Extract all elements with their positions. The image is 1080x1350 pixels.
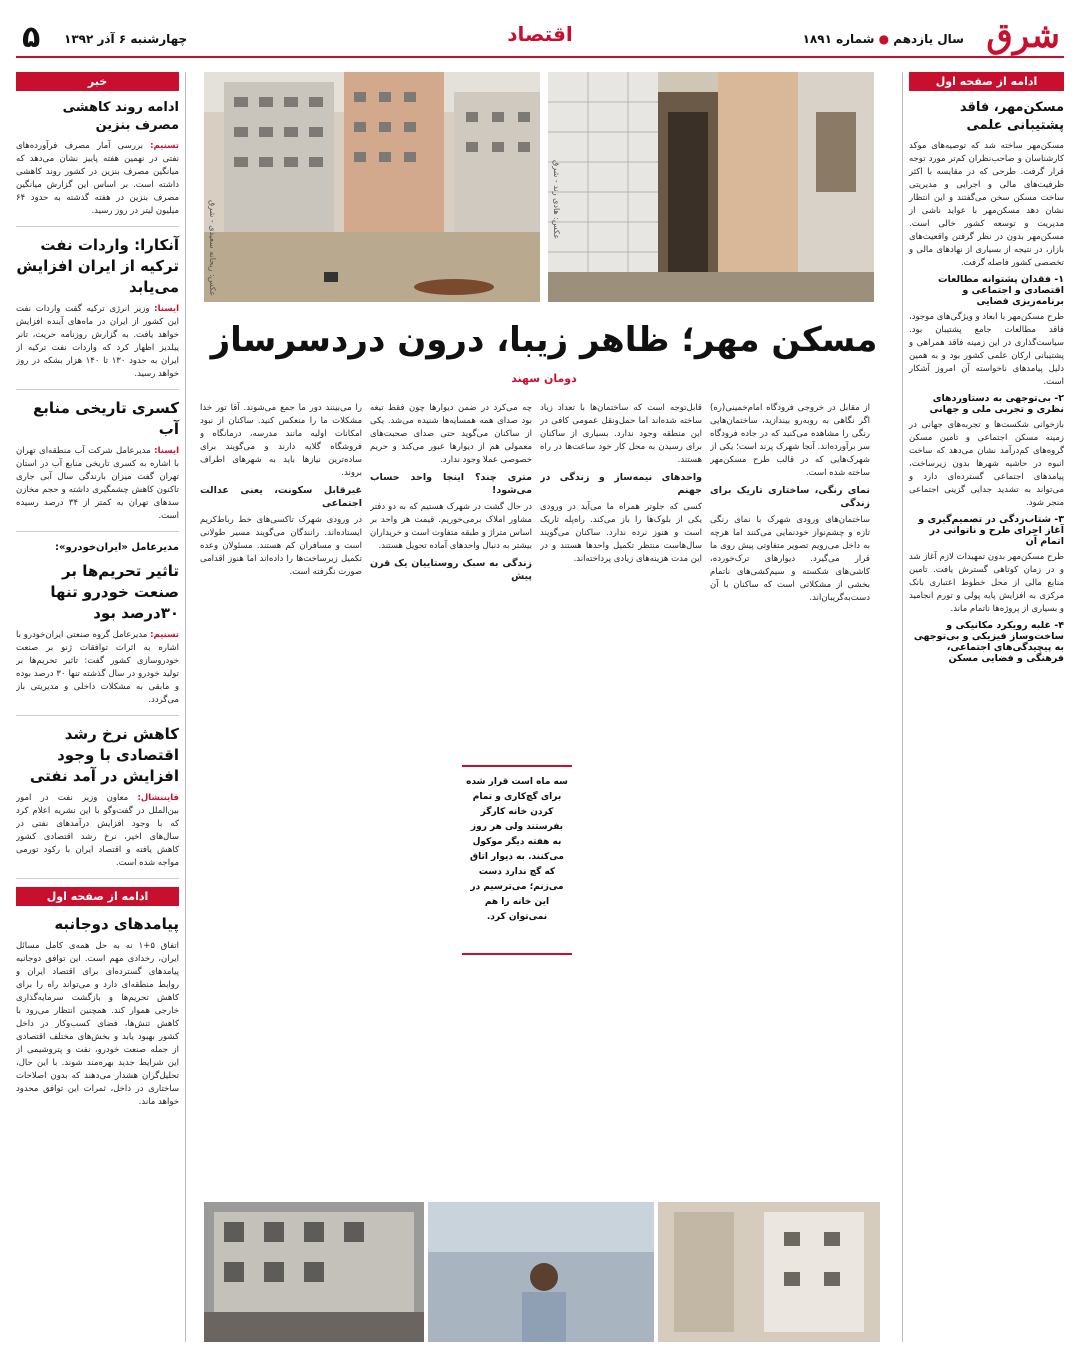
date-label: چهارشنبه ۶ آذر ۱۳۹۲ bbox=[64, 32, 188, 46]
interior-photo-illustration bbox=[548, 72, 874, 302]
news-3-source: ایسنا: bbox=[154, 446, 179, 456]
issue-info bbox=[803, 32, 964, 46]
news-2-source: ایسنا: bbox=[154, 304, 179, 314]
section-title: اقتصاد bbox=[507, 22, 573, 46]
news-1-source: تسنیم: bbox=[150, 141, 180, 151]
news-6-title: پیامدهای دوجانبه bbox=[54, 915, 179, 933]
divider bbox=[16, 878, 179, 879]
continued-kicker-2: ادامه از صفحه اول bbox=[16, 887, 179, 906]
right-sub-2: ۲- بی‌توجهی به دستاوردهای نظری و تجربی ملی و جهانی bbox=[929, 393, 1064, 415]
article-col2-text: قابل‌توجه است که ساختمان‌ها با تعداد زیاد ساخته شده‌اند اما حمل‌ونقل عمومی کافی در این منطقه وجود ندارد. بسیاری از ساکنان برای رسیدن به محل کار خود ساعت‌ها در راه هستند. bbox=[540, 403, 702, 465]
photo-buildings-exterior bbox=[204, 72, 540, 302]
newspaper-logo: شرق bbox=[986, 16, 1060, 56]
article-col4-text: را می‌بینند دور ما جمع می‌شوند. آقا تور خدا مشکلات ما را منعکس کنید. ساکنان از نبود امکانات اولیه مانند مدرسه، درمانگاه و فروشگاه گلایه دارند و می‌گویند برای ساده‌ترین نیازها باید به شهرهای اطراف بروند. bbox=[200, 403, 362, 478]
right-paragraph-1: طرح مسکن‌مهر با ابعاد و ویژگی‌های موجود، فاقد مطالعات جامع پشتیبان بود. سیاست‌گذاری در این زمینه فاقد همراهی و پشتیبانی ارکان علمی کشور بود و به همین دلیل پیامدهای ناخواسته آن امروز آشکار است. bbox=[908, 312, 1064, 387]
issue-number: شماره ۱۸۹۱ bbox=[802, 32, 875, 46]
divider bbox=[16, 389, 179, 390]
masthead bbox=[16, 18, 1064, 58]
right-sub-3: ۳- شتاب‌زدگی در تصمیم‌گیری و آغاز اجرای طرح و ناتوانی در اتمام آن bbox=[918, 514, 1064, 547]
article-col4-subhead: غیرقابل سکونت، یعنی عدالت اجتماعی bbox=[200, 485, 362, 509]
article-col3-text: چه می‌کرد در ضمن دیوارها چون فقط تیغه بود صدای همه همسایه‌ها شنیده می‌شد. یکی از ساکنان می‌گوید حتی صدای صحبت‌های معمولی هم از دیوارها عبور می‌کند و حریم خصوصی عملا وجود ندارد. bbox=[370, 403, 532, 465]
article-col1-subhead: نمای رنگی، ساختاری تاریک برای زندگی bbox=[710, 485, 870, 509]
news-4-title: تاثیر تحریم‌ها بر صنعت خودرو تنها ۳۰درصد بود bbox=[50, 562, 179, 622]
photo-bottom-strip bbox=[204, 1202, 880, 1342]
article-col1-text-2: ساختمان‌های ورودی شهرک با نمای رنگی تازه و چشم‌نواز خودنمایی می‌کنند اما هرچه به داخل می‌رویم تصویر متفاوتی پیش روی ما قرار می‌گیرد. دیوارهای ترک‌خورده، کاشی‌های شکسته و سیم‌کشی‌های ناتمام بخشی از مشکلاتی است که ساکنان با آن دست‌به‌گریبان‌اند. bbox=[710, 515, 870, 603]
right-sub-1: ۱- فقدان پشتوانه مطالعات اقتصادی و اجتماعی و برنامه‌ریزی فضایی bbox=[938, 274, 1064, 307]
news-4-text: مدیرعامل گروه صنعتی ایران‌خودرو با اشاره به اثرات توافقات ژنو بر صنعت خودروسازی کشور گفت: تاثیر تحریم‌ها بر تولید خودرو در سال گذشته تنها ۳۰ درصد بوده و مابقی به مشکلات داخلی و مدیریتی باز می‌گردد. bbox=[16, 630, 179, 705]
right-headline: مسکن‌مهر، فاقد پشتیبانی علمی bbox=[959, 100, 1064, 133]
news-6-body: اتفاق ۵+۱ نه به حل همه‌ی کامل مسائل ایران، رخدادی مهم است. این توافق دوجانبه پیامدهای گسترده‌ای برای اقتصاد ایران و روابط منطقه‌ای دارد و می‌تواند راه را برای کاهش تحریم‌ها و بازگشت سرمایه‌گذاری خارجی هموار کند. همچنین انتظار می‌رود با کاهش تنش‌ها، فضای کسب‌وکار در داخل کشور بهبود یابد و بخش‌های مختلف اقتصادی از جمله صنعت خودرو، نفت و پتروشیمی از این شرایط جدید بهره‌مند شوند. با این حال، تحلیل‌گران هشدار می‌دهند که بدون اصلاحات ساختاری در داخل، ثمرات این توافق محدود خواهد ماند. bbox=[16, 941, 179, 1107]
article-col2-text-2: کسی که جلوتر همراه ما می‌آید در ورودی یکی از بلوک‌ها را باز می‌کند. راه‌پله تاریک است و هنوز نرده ندارد. ساکنان می‌گویند سال‌هاست منتظر تکمیل واحدها هستند و در این مدت هزینه‌های زیادی پرداخته‌اند. bbox=[540, 502, 702, 564]
news-3-body bbox=[16, 445, 179, 523]
divider bbox=[16, 715, 179, 716]
news-4-body bbox=[16, 629, 179, 707]
article-headline: مسکن مهر؛ ظاهر زیبا، درون دردسرساز bbox=[210, 320, 878, 360]
article-col3-subhead-2: زندگی به سبک روستاییان یک قرن پیش bbox=[370, 558, 532, 582]
right-paragraph-3: طرح مسکن‌مهر بدون تمهیدات لازم آغاز شد و در زمان کوتاهی گسترش یافت. تامین منابع مالی از محل خطوط اعتباری بانک مرکزی به افزایش پایه پولی و تورم انجامید و بسیاری از پروژه‌ها ناتمام ماند. bbox=[909, 552, 1064, 614]
bullet-icon: ● bbox=[878, 32, 890, 46]
buildings-photo-illustration bbox=[204, 72, 540, 302]
article-col3-text-2: در حال گشت در شهرک هستیم که به دو دفتر مشاور املاک برمی‌خوریم. قیمت هر واحد بر اساس متراژ و طبقه متفاوت است و خریداران بیشتر به دنبال واحدهای آماده تحویل هستند. bbox=[370, 502, 532, 551]
page-number: ۵ bbox=[22, 20, 41, 55]
divider bbox=[16, 531, 179, 532]
article-col1-text: از مقابل در خروجی فرودگاه امام‌خمینی(ره) اگر نگاهی به روبه‌رو بیندازید، ساختمان‌هایی رنگی را مشاهده می‌کنید که در جاده فرودگاه سر برآورده‌اند. آنجا شهرک پرند است؛ یکی از شهرک‌هایی که در قالب طرح مسکن‌مهر ساخته شده است. bbox=[710, 403, 870, 478]
news-5-title: کاهش نرخ رشد اقتصادی با وجود افزایش در آمد نفتی bbox=[29, 725, 179, 785]
news-kicker: خبر bbox=[16, 72, 179, 91]
photo-1-caption: عکس: هادی زند - شرق bbox=[552, 160, 561, 240]
news-5-source: فایننشال: bbox=[137, 793, 179, 803]
right-sub-4: ۴- غلبه رویکرد مکانیکی و ساخت‌وساز فیزیکی و بی‌توجهی به پیچیدگی‌های اجتماعی، فرهنگی و فضایی مسکن bbox=[913, 620, 1064, 664]
article-column-4 bbox=[200, 402, 362, 1197]
pull-quote: سه ماه است قرار شده برای گچ‌کاری و تمام کردن خانه کارگر بفرستند ولی هر روز به هفته دیگر موکول می‌کنند. به دیوار اتاق که گچ ندارد دست می‌زنم؛ می‌ترسیم در این خانه را هم نمی‌توان کرد. bbox=[462, 765, 572, 955]
article-col2-subhead: واحدهای نیمه‌ساز و زندگی در جهنم bbox=[540, 472, 702, 496]
news-1-text: بررسی آمار مصرف فرآورده‌های نفتی در نهمین هفته پاییز نشان می‌دهد که میانگین مصرف بنزین در کشور روند کاهشی داشته است. بر اساس این گزارش میانگین مصرف بنزین در هفته گذشته به حدود ۶۴ میلیون لیتر در روز رسید. bbox=[16, 141, 179, 216]
article-author: دومان سهند bbox=[511, 372, 577, 385]
continued-kicker: ادامه از صفحه اول bbox=[909, 72, 1064, 91]
photo-interior-unfinished bbox=[548, 72, 874, 302]
right-paragraph-2: بازخوانی شکست‌ها و تجربه‌های جهانی در زمینه مسکن اجتماعی و تامین مسکن گروه‌های کم‌درآمد نشان می‌دهد که ساخت انبوه در حاشیه شهرها بدون زیرساخت، پیامدهای اجتماعی گسترده‌ای دارد و می‌تواند به تشدید جدایی گزینی اجتماعی منجر شود. bbox=[909, 420, 1064, 508]
photo-2-caption: عکس: ریحانه سعیدی - شرق bbox=[208, 200, 217, 297]
article-column-2 bbox=[540, 402, 702, 762]
news-4-source: تسنیم: bbox=[150, 630, 179, 640]
article-col4-text-2: در ورودی شهرک تاکسی‌های خط رباط‌کریم ایستاده‌اند. رانندگان می‌گویند مسیر طولانی است و مسافران کم هستند. مسئولان وعده تکمیل زیرساخت‌ها را داده‌اند اما هنوز اقدامی صورت نگرفته است. bbox=[200, 515, 362, 577]
news-1-body bbox=[16, 140, 179, 218]
divider bbox=[16, 226, 179, 227]
news-5-text: معاون وزیر نفت در امور بین‌الملل در گفت‌وگو با این نشریه اعلام کرد که با وجود افزایش درآمدهای نفتی در سال‌های اخیر، نرخ رشد اقتصادی کشور کاهش یافته و اقتصاد ایران با رکود تورمی مواجه شده است. bbox=[16, 793, 179, 868]
news-4-kicker: مدیرعامل «ایران‌خودرو»: bbox=[55, 542, 179, 553]
news-3-text: مدیرعامل شرکت آب منطقه‌ای تهران با اشاره به کسری تاریخی منابع آب در استان تهران گفت میزان بارندگی سال آبی جاری تاکنون کاهش چشمگیری داشته و حجم مخازن سدهای تهران به کمتر از ۳۴ درصد رسیده است. bbox=[16, 446, 179, 521]
news-3-title: کسری تاریخی منابع آب bbox=[33, 399, 179, 438]
right-intro: مسکن‌مهر ساخته شد که توصیه‌های موکد کارشناسان و صاحب‌نظران کم‌تر مورد توجه قرار گرفت. طرحی که در مقایسه با اکثر ظرفیت‌های مالی و اجرایی و مدیریتی ساخت مسکن سخن می‌گفتند و این انتظار نشان دهد مسکن‌مهر با عواید ناشی از مدیریت و توسعه کشور خالی است. مسکن‌مهر بدون در نظر گرفتن واقعیت‌های بازار، در نتیجه از بسیاری از نهادهای مالی و تخصصی کشور فاصله گرفت. bbox=[909, 141, 1064, 268]
left-column bbox=[16, 72, 186, 1342]
volume-label: سال یازدهم bbox=[893, 32, 964, 46]
article-col3-subhead: متری چند؟ اینجا واحد حساب می‌شود! bbox=[370, 472, 532, 496]
bottom-photos-illustration bbox=[204, 1202, 880, 1342]
news-5-body bbox=[16, 792, 179, 870]
right-column bbox=[902, 72, 1064, 1342]
news-2-text: وزیر انرژی ترکیه گفت واردات نفت این کشور از ایران در ماه‌های آینده افزایش خواهد یافت. به گزارش روزنامه حریت، تانر ییلدیز اظهار کرد که واردات نفت ترکیه از ایران به حدود ۱۳۰ تا ۱۴۰ هزار بشکه در روز خواهد رسید. bbox=[16, 304, 179, 379]
news-2-body bbox=[16, 303, 179, 381]
news-1-title: ادامه روند کاهشی مصرف بنزین bbox=[62, 100, 179, 133]
news-2-title: آنکارا: واردات نفت ترکیه از ایران افزایش می‌یابد bbox=[16, 236, 179, 296]
article-column-1 bbox=[710, 402, 870, 1197]
